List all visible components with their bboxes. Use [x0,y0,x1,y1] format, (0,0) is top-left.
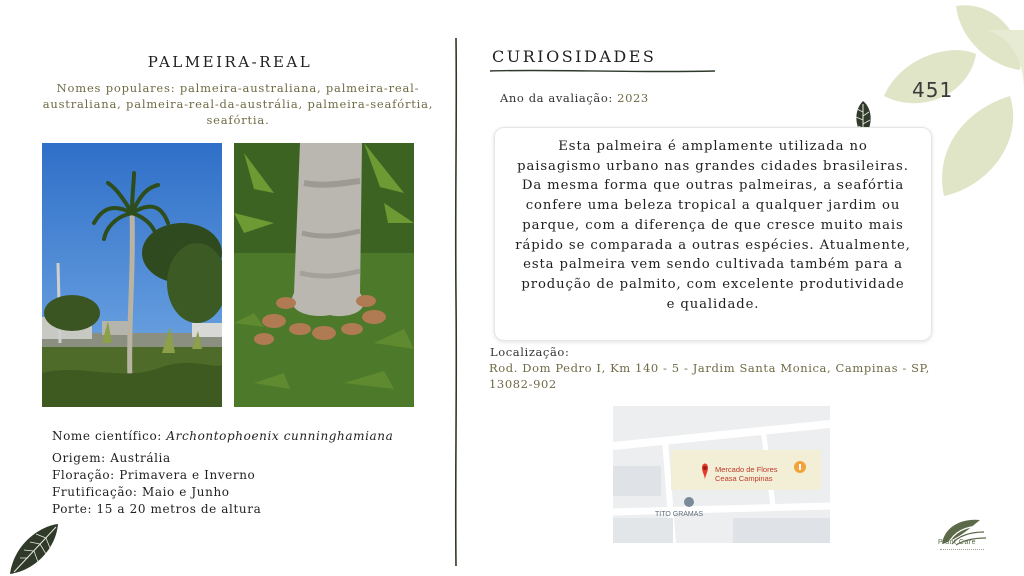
size: Porte: 15 a 20 metros de altura [52,502,262,516]
scientific-label: Nome científico: [52,429,162,443]
palm-trunk-photo [234,143,414,407]
map-place-name: Mercado de Flores Ceasa Campinas [715,465,778,483]
scientific-name: Archontophoenix cunninghamiana [166,429,394,443]
title-underline [490,68,715,74]
logo-text: Plant Care [938,539,977,546]
curiosities-textbox [494,127,932,341]
curiosities-text: Esta palmeira é amplamente utilizada no paisagismo urbano nas grandes cidades brasileiras. Da mesma forma que outras palmeiras, a seafórtia confere uma beleza tropical a qualquer jardim ou parque, com a diferença de que cresce muito mais rápido se comparada a outras espécies. Atualmente, esta palmeira vem sendo cultivada também para a produção de palmito, com excelente produtividade e qualidade. [515,139,911,312]
page-title: PALMEIRA-REAL [147,53,313,71]
map-nearby-label: TITO GRAMAS [655,511,704,518]
species-info [52,428,393,518]
page-number: 451 [912,78,954,102]
origin: Origem: Austrália [52,451,171,465]
plant-care-logo [930,514,996,564]
location-label: Localização: [490,345,570,359]
location-address: Rod. Dom Pedro I, Km 140 - 5 - Jardim Santa Monica, Campinas - SP, 13082-902 [489,361,930,391]
year-label: Ano da avaliação: [500,91,613,105]
vertical-divider [454,38,458,566]
popular-names: Nomes populares: palmeira-australiana, palmeira-real-australiana, palmeira-real-da-austrália, palmeira-seafórtia, seafórtia. [42,81,434,127]
palm-tree-photo [42,143,222,407]
bottom-leaf-icon [6,520,62,576]
evaluation-year [500,91,649,105]
flowering: Floração: Primavera e Inverno [52,468,256,482]
curiosities-title: CURIOSIDADES [492,47,657,66]
year-value: 2023 [617,91,649,105]
scientific-name-line [52,428,393,445]
logo-subline [940,549,984,552]
location-map[interactable] [613,406,830,543]
fruiting: Frutificação: Maio e Junho [52,485,230,499]
